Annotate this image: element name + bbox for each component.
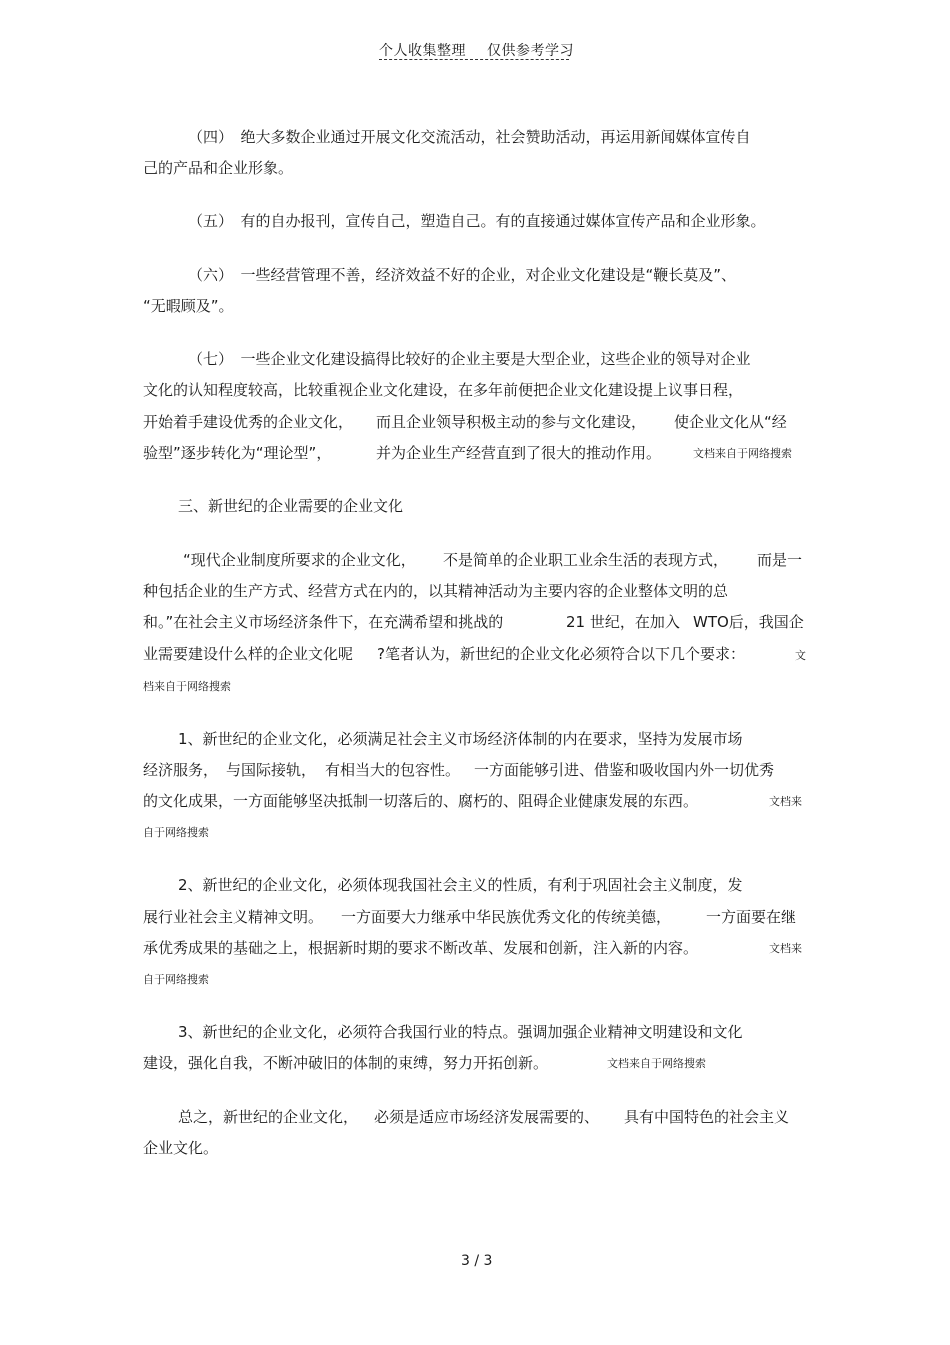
para-7-line-4b: 并为企业生产经营直到了很大的推动作用。 xyxy=(376,444,662,462)
para-4-line-1: （四） 绝大多数企业通过开展文化交流活动，社会赞助活动，再运用新闻媒体宣传自 xyxy=(188,128,751,146)
quote-line-1a: “现代企业制度所要求的企业文化， xyxy=(183,551,416,569)
quote-line-1c: 而是一 xyxy=(757,551,803,569)
req-1-line-2c: 有相当大的包容性。 xyxy=(325,761,461,779)
quote-line-3c: WTO后，我国企 xyxy=(693,613,804,631)
source-note: 文 xyxy=(795,649,806,662)
para-5-line-1: （五） 有的自办报刊，宣传自己，塑造自己。有的直接通过媒体宣传产品和企业形象。 xyxy=(188,212,766,230)
header-right: 仅供参考学习 xyxy=(487,43,574,59)
para-7-line-3c: 使企业文化从“经 xyxy=(674,413,787,431)
quote-line-4b: ?笔者认为，新世纪的企业文化必须符合以下几个要求： xyxy=(377,645,745,663)
para-7-line-3a: 开始着手建设优秀的企业文化， xyxy=(143,413,354,431)
para-6-line-2: “无暇顾及”。 xyxy=(143,297,234,315)
para-7-line-3b: 而且企业领导积极主动的参与文化建设， xyxy=(376,413,647,431)
page-number: 3 / 3 xyxy=(461,1253,493,1269)
quote-line-3b: 21 世纪，在加入 xyxy=(566,613,680,631)
page-header xyxy=(379,40,574,60)
source-note: 文档来 xyxy=(769,795,802,808)
quote-line-4a: 业需要建设什么样的企业文化呢 xyxy=(143,645,354,663)
req-2-line-3: 承优秀成果的基础之上，根据新时期的要求不断改革、发展和创新，注入新的内容。 xyxy=(143,939,699,957)
section-3-title: 三、新世纪的企业需要的企业文化 xyxy=(178,497,404,515)
req-2-line-2c: 一方面要在继 xyxy=(706,908,797,926)
req-1-line-2b: 与国际接轨， xyxy=(226,761,317,779)
source-note: 自于网络搜索 xyxy=(143,973,209,986)
req-1-line-2d: 一方面能够引进、借鉴和吸收国内外一切优秀 xyxy=(474,761,775,779)
quote-line-2: 种包括企业的生产方式、经营方式在内的，以其精神活动为主要内容的企业整体文明的总 xyxy=(143,582,729,600)
header-left: 个人收集整理 xyxy=(379,43,466,59)
source-note: 自于网络搜索 xyxy=(143,826,209,839)
req-2-line-2a: 展行业社会主义精神文明。 xyxy=(143,908,324,926)
req-1-line-3: 的文化成果，一方面能够坚决抵制一切落后的、腐朽的、阻碍企业健康发展的东西。 xyxy=(143,792,699,810)
source-note: 文档来自于网络搜索 xyxy=(693,447,792,460)
para-6-line-1: （六） 一些经营管理不善，经济效益不好的企业，对企业文化建设是“鞭长莫及”、 xyxy=(188,266,737,284)
req-1-line-2a: 经济服务， xyxy=(143,761,219,779)
para-4-line-2: 己的产品和企业形象。 xyxy=(143,159,294,177)
quote-line-1b: 不是简单的企业职工业余生活的表现方式， xyxy=(443,551,729,569)
conclusion-line-2: 企业文化。 xyxy=(143,1139,219,1157)
source-note: 文档来 xyxy=(769,942,802,955)
req-2-line-1: 2、新世纪的企业文化，必须体现我国社会主义的性质，有利于巩固社会主义制度，发 xyxy=(178,876,743,894)
para-7-line-4a: 验型”逐步转化为“理论型”， xyxy=(143,444,332,462)
para-7-line-2: 文化的认知程度较高，比较重视企业文化建设，在多年前便把企业文化建设提上议事日程， xyxy=(143,381,744,399)
conclusion-line-1c: 具有中国特色的社会主义 xyxy=(624,1108,790,1126)
source-note: 文档来自于网络搜索 xyxy=(607,1057,706,1070)
req-3-line-1: 3、新世纪的企业文化，必须符合我国行业的特点。强调加强企业精神文明建设和文化 xyxy=(178,1023,743,1041)
req-2-line-2b: 一方面要大力继承中华民族优秀文化的传统美德， xyxy=(341,908,672,926)
req-1-line-1: 1、新世纪的企业文化，必须满足社会主义市场经济体制的内在要求，坚持为发展市场 xyxy=(178,730,743,748)
header-divider xyxy=(379,59,569,60)
conclusion-line-1b: 必须是适应市场经济发展需要的、 xyxy=(374,1108,600,1126)
conclusion-line-1a: 总之，新世纪的企业文化， xyxy=(178,1108,359,1126)
source-note: 档来自于网络搜索 xyxy=(143,680,231,693)
para-7-line-1: （七） 一些企业文化建设搞得比较好的企业主要是大型企业，这些企业的领导对企业 xyxy=(188,350,751,368)
req-3-line-2: 建设，强化自我，不断冲破旧的体制的束缚，努力开拓创新。 xyxy=(143,1054,549,1072)
quote-line-3a: 和。”在社会主义市场经济条件下，在充满希望和挑战的 xyxy=(143,613,504,631)
